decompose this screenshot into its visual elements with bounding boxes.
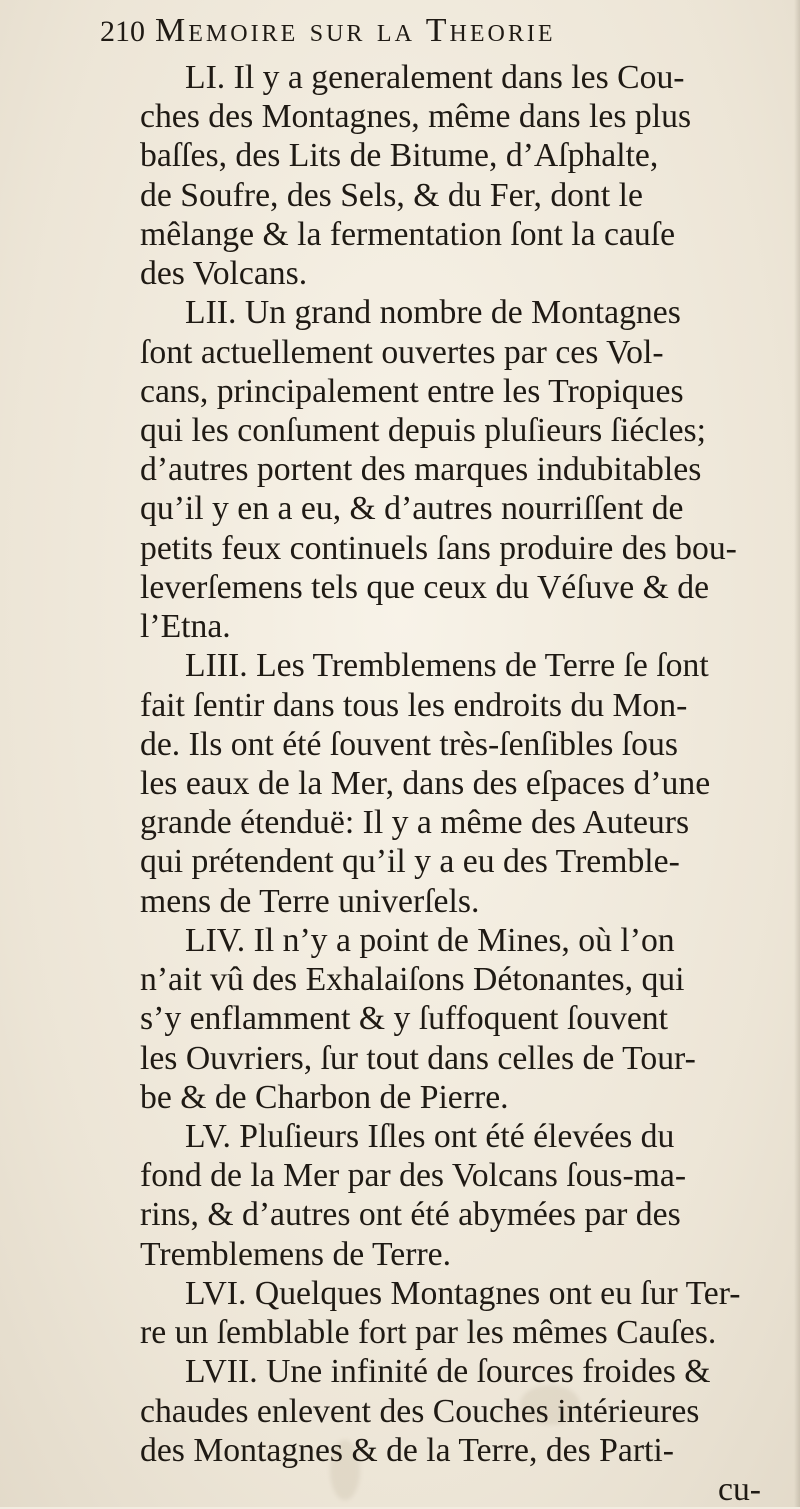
text-line: LII. Un grand nombre de Montagnes: [185, 294, 681, 331]
running-title: Memoire sur la Theorie: [155, 12, 556, 49]
text-line: LI. Il y a generalement dans les Cou-: [185, 59, 685, 96]
catchword: cu-: [718, 1471, 762, 1508]
text-line: rins, & d’autres ont été abymées par des: [140, 1196, 681, 1233]
text-line: ſont actuellement ouvertes par ces Vol-: [140, 334, 664, 371]
text-line: qui prétendent qu’il y a eu des Tremble-: [140, 843, 680, 880]
text-line: LIV. Il n’y a point de Mines, où l’on: [185, 922, 675, 959]
text-line: des Montagnes & de la Terre, des Parti-: [140, 1432, 674, 1469]
text-line: petits feux continuels ſans produire des bou-: [140, 530, 737, 567]
text-line: mêlange & la fermentation ſont la cauſe: [140, 216, 676, 253]
text-line: leverſemens tels que ceux du Véſuve & de: [140, 569, 710, 606]
text-line: les Ouvriers, ſur tout dans celles de Tour-: [140, 1040, 696, 1077]
text-line: LVII. Une infinité de ſources froides &: [185, 1353, 711, 1390]
page-edge: [794, 0, 800, 1507]
text-line: d’autres portent des marques indubitables: [140, 451, 702, 488]
text-line: n’ait vû des Exhalaiſons Détonantes, qui: [140, 961, 685, 998]
text-line: re un ſemblable fort par les mêmes Cauſes.: [140, 1314, 717, 1351]
text-line: qu’il y en a eu, & d’autres nourriſſent de: [140, 490, 684, 527]
text-line: chaudes enlevent des Couches intérieures: [140, 1393, 700, 1430]
page-number: 210: [100, 15, 145, 48]
text-line: mens de Terre univerſels.: [140, 883, 480, 920]
text-line: Tremblemens de Terre.: [140, 1236, 452, 1273]
text-line: des Volcans.: [140, 255, 308, 292]
text-line: fait ſentir dans tous les endroits du Mon-: [140, 687, 688, 724]
text-line: s’y enflamment & y ſuffoquent ſouvent: [140, 1000, 668, 1037]
text-line: qui les conſument depuis pluſieurs ſiécles;: [140, 412, 707, 449]
text-line: grande étenduë: Il y a même des Auteurs: [140, 804, 690, 841]
running-head: [100, 12, 760, 56]
text-line: cans, principalement entre les Tropiques: [140, 373, 684, 410]
text-line: de Soufre, des Sels, & du Fer, dont le: [140, 177, 643, 214]
text-line: be & de Charbon de Pierre.: [140, 1079, 509, 1116]
text-line: baſſes, des Lits de Bitume, d’Aſphalte,: [140, 137, 659, 174]
text-line: LV. Pluſieurs Iſles ont été élevées du: [185, 1118, 675, 1155]
text-line: les eaux de la Mer, dans des eſpaces d’une: [140, 765, 711, 802]
text-line: l’Etna.: [140, 608, 231, 645]
text-line: LIII. Les Tremblemens de Terre ſe ſont: [185, 647, 709, 684]
text-line: ches des Montagnes, même dans les plus: [140, 98, 692, 135]
text-line: fond de la Mer par des Volcans ſous-ma-: [140, 1157, 687, 1194]
text-line: de. Ils ont été ſouvent très-ſenſibles ſous: [140, 726, 678, 763]
text-line: LVI. Quelques Montagnes ont eu ſur Ter-: [185, 1275, 741, 1312]
